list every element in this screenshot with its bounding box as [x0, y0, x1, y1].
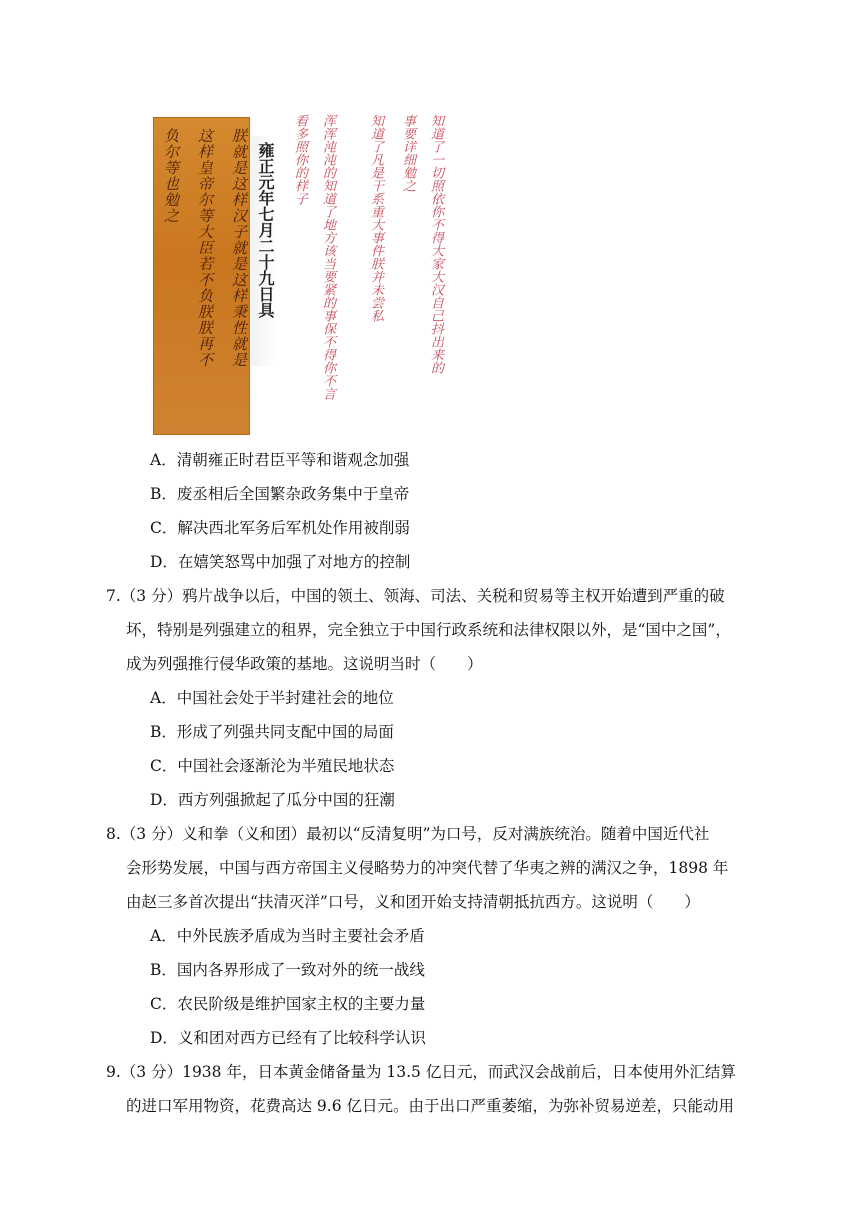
- q7-option-a: A．中国社会处于半封建社会的地位: [150, 689, 394, 707]
- q6-option-b: B．废丞相后全国繁杂政务集中于皇帝: [150, 485, 410, 503]
- gold-column-1: 朕就是这样汉子就是这样秉性就是: [230, 128, 248, 368]
- q9-stem-line-1: 9.（3 分）1938 年，日本黄金储备量为 13.5 亿日元，而武汉会战前后，日本使用外汇结算: [106, 1063, 736, 1081]
- q7-option-b: B．形成了列强共同支配中国的局面: [150, 723, 394, 741]
- red-annotation-3: 知道了凡是干系重大事件朕并未尝私: [368, 114, 383, 322]
- gold-column-2: 这样皇帝尔等大臣若不负朕朕再不: [196, 128, 214, 368]
- q6-option-c: C．解决西北军务后军机处作用被削弱: [150, 519, 410, 537]
- q6-option-a: A．清朝雍正时君臣平等和谐观念加强: [150, 451, 410, 469]
- gold-calligraphy-panel: [153, 117, 250, 435]
- q9-stem-line-2: 的进口军用物资，花费高达 9.6 亿日元。由于出口严重萎缩，为弥补贸易逆差，只能动用: [126, 1097, 735, 1115]
- red-annotation-2: 事要详细勉之: [400, 114, 415, 192]
- q7-stem-line-1: 7.（3 分）鸦片战争以后，中国的领土、领海、司法、关税和贸易等主权开始遭到严重的破: [106, 587, 725, 605]
- q6-option-d: D．在嬉笑怒骂中加强了对地方的控制: [150, 553, 411, 571]
- q8-option-c: C．农民阶级是维护国家主权的主要力量: [150, 995, 426, 1013]
- q8-option-a: A．中外民族矛盾成为当时主要社会矛盾: [150, 927, 425, 945]
- gold-column-3: 负尔等也勉之: [162, 128, 180, 224]
- q7-stem-line-2: 坏，特别是列强建立的租界，完全独立于中国行政系统和法律权限以外，是“国中之国”，: [126, 621, 731, 639]
- red-annotation-1: 知道了一切照依你不得大家大汉自己抖出来的: [428, 114, 443, 374]
- memorial-figure: [150, 108, 450, 438]
- q8-stem-line-1: 8.（3 分）义和拳（义和团）最初以“反清复明”为口号，反对满族统治。随着中国近代社: [106, 825, 710, 843]
- q8-option-b: B．国内各界形成了一致对外的统一战线: [150, 961, 425, 979]
- red-annotation-4: 浑浑沌沌的知道了地方该当要紧的事保不得你不言: [320, 114, 335, 400]
- q7-option-d: D．西方列强掀起了瓜分中国的狂潮: [150, 791, 395, 809]
- q7-stem-line-3: 成为列强推行侵华政策的基地。这说明当时（ ）: [126, 655, 483, 673]
- memorial-date: 雍正元年七月二十九日具: [256, 142, 275, 318]
- q8-stem-line-2: 会形势发展，中国与西方帝国主义侵略势力的冲突代替了华夷之辨的满汉之争，1898 年: [126, 859, 729, 877]
- q8-option-d: D．义和团对西方已经有了比较科学认识: [150, 1029, 426, 1047]
- q7-option-c: C．中国社会逐渐沦为半殖民地状态: [150, 757, 395, 775]
- q8-stem-line-3: 由赵三多首次提出“扶清灭洋”口号，义和团开始支持清朝抵抗西方。这说明（ ）: [126, 893, 700, 911]
- red-annotation-5: 看多照你的样子: [292, 114, 307, 205]
